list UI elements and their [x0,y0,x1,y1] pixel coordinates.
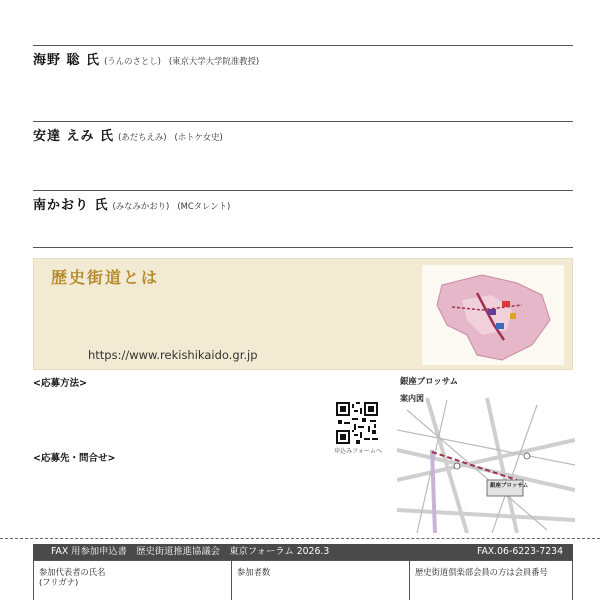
venue-title: 銀座ブロッサム [400,376,459,386]
qr-caption: 申込みフォームへ [334,448,382,455]
divider [33,121,573,122]
contact-title: <応募先・問合せ> [33,453,116,464]
fax-form [33,560,573,600]
speaker-name: 南かおり 氏 [33,198,109,213]
divider [33,190,573,191]
qr-code-graphic [336,402,378,444]
speaker-name: 海野 聡 氏 [33,53,101,68]
speaker-role: (東京大学大学院准教授) [168,56,260,66]
qr-code[interactable] [336,402,378,444]
speaker-name: 安達 えみ 氏 [33,129,115,144]
divider [33,247,573,248]
field-furigana-label: (フリガナ) [39,577,79,587]
field-member-label: 歴史街道倶楽部会員の方は会員番号 [415,567,548,577]
speaker-reading: (あだちえみ) [118,132,167,142]
speaker-role: (MCタレント) [177,201,231,211]
venue-building-label: 銀座ブロッサム [490,483,529,489]
speaker-minami [33,194,573,212]
field-representative-label: 参加代表者の氏名 [39,567,106,577]
speaker-reading: (みなみかおり) [112,201,170,211]
field-member-number[interactable] [410,561,572,600]
fax-form-title: FAX 用参加申込書 歴史街道推進協議会 東京フォーラム 2026.3 [51,546,330,557]
speaker-reading: (うんのさとし) [104,56,161,66]
fax-form-header [33,544,573,560]
speaker-adachi [33,125,573,143]
panel-title: 歴史街道とは [51,268,160,287]
divider [33,45,573,46]
rekishi-url-link[interactable]: https://www.rekishikaido.gr.jp [88,348,258,362]
venue-guide-label: 案内図 [400,394,424,403]
application-title: <応募方法> [33,378,87,389]
speaker-role: (ホトケ女史) [174,132,223,142]
fax-number: FAX.06-6223-7234 [476,546,563,557]
rekishi-route-map [422,265,564,365]
cut-line [0,538,600,539]
speaker-unno [33,49,573,67]
field-count-label: 参加者数 [237,567,271,577]
field-representative[interactable] [34,561,232,600]
route-map-graphic [422,265,564,365]
field-participant-count[interactable] [232,561,410,600]
rekishi-kaido-panel [33,258,573,370]
